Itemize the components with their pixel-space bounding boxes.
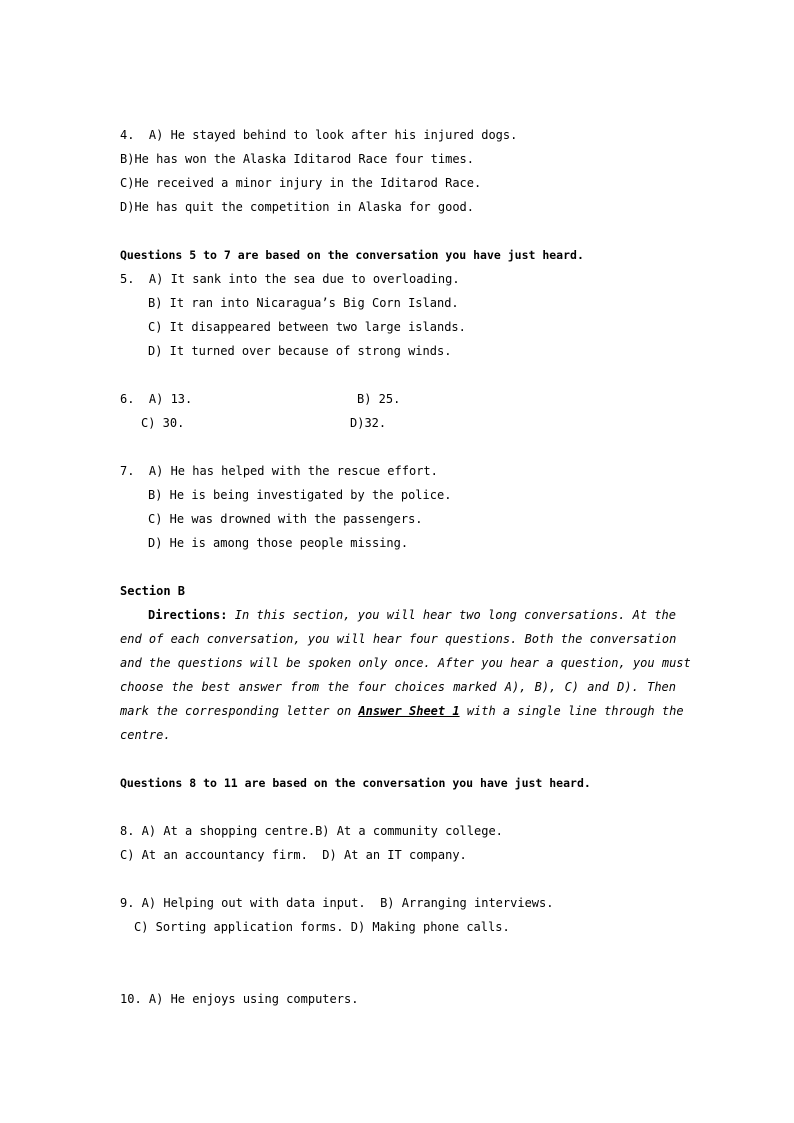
q5-option-b: B) It ran into Nicaragua’s Big Corn Island. (148, 296, 459, 310)
q6-option-c: C) 30. (141, 416, 185, 430)
q10-line-1: 10. A) He enjoys using computers. (120, 992, 359, 1006)
q5-option-d: D) It turned over because of strong winds. (148, 344, 452, 358)
directions-text-1: In this section, you will hear two long conversations. At the (234, 608, 676, 622)
q9-line-1: 9. A) Helping out with data input. B) Arranging interviews. (120, 896, 554, 910)
q8-line-1: 8. A) At a shopping centre.B) At a community college. (120, 824, 503, 838)
directions-text-5a: mark the corresponding letter on (120, 704, 352, 718)
heading-questions-8-11: Questions 8 to 11 are based on the conversation you have just heard. (120, 776, 591, 790)
directions-line-2: end of each conversation, you will hear four questions. Both the conversation (120, 632, 677, 646)
directions-line-6: centre. (120, 728, 171, 742)
directions-line-5 (120, 703, 684, 719)
q4-option-d: D)He has quit the competition in Alaska for good. (120, 200, 475, 214)
directions-line-4: choose the best answer from the four choices marked A), B), C) and D). Then (120, 680, 676, 694)
q7-option-a: 7. A) He has helped with the rescue effort. (120, 464, 438, 478)
q9-line-2: C) Sorting application forms. D) Making phone calls. (134, 920, 510, 934)
heading-questions-5-7: Questions 5 to 7 are based on the conversation you have just heard. (120, 248, 584, 262)
q7-option-d: D) He is among those people missing. (148, 536, 409, 550)
q5-option-a: 5. A) It sank into the sea due to overloading. (120, 272, 460, 286)
q7-option-c: C) He was drowned with the passengers. (148, 512, 423, 526)
q4-option-a: 4. A) He stayed behind to look after his injured dogs. (120, 128, 518, 142)
q6-option-a: 6. A) 13. (120, 392, 193, 406)
q6-option-d: D)32. (350, 416, 387, 430)
directions-text-5b: with a single line through the (466, 704, 684, 718)
answer-sheet-label: Answer Sheet 1 (358, 704, 460, 718)
section-b-title: Section B (120, 584, 186, 598)
q4-option-c: C)He received a minor injury in the Iditarod Race. (120, 176, 482, 190)
q4-option-b: B)He has won the Alaska Iditarod Race four times. (120, 152, 475, 166)
directions-line-3: and the questions will be spoken only once. After you hear a question, you must (120, 656, 691, 670)
q6-option-b: B) 25. (357, 392, 401, 406)
q8-line-2: C) At an accountancy firm. D) At an IT company. (120, 848, 467, 862)
q5-option-c: C) It disappeared between two large islands. (148, 320, 466, 334)
directions-line-1 (120, 607, 676, 623)
directions-label: Directions: (148, 608, 228, 622)
q7-option-b: B) He is being investigated by the police. (148, 488, 452, 502)
